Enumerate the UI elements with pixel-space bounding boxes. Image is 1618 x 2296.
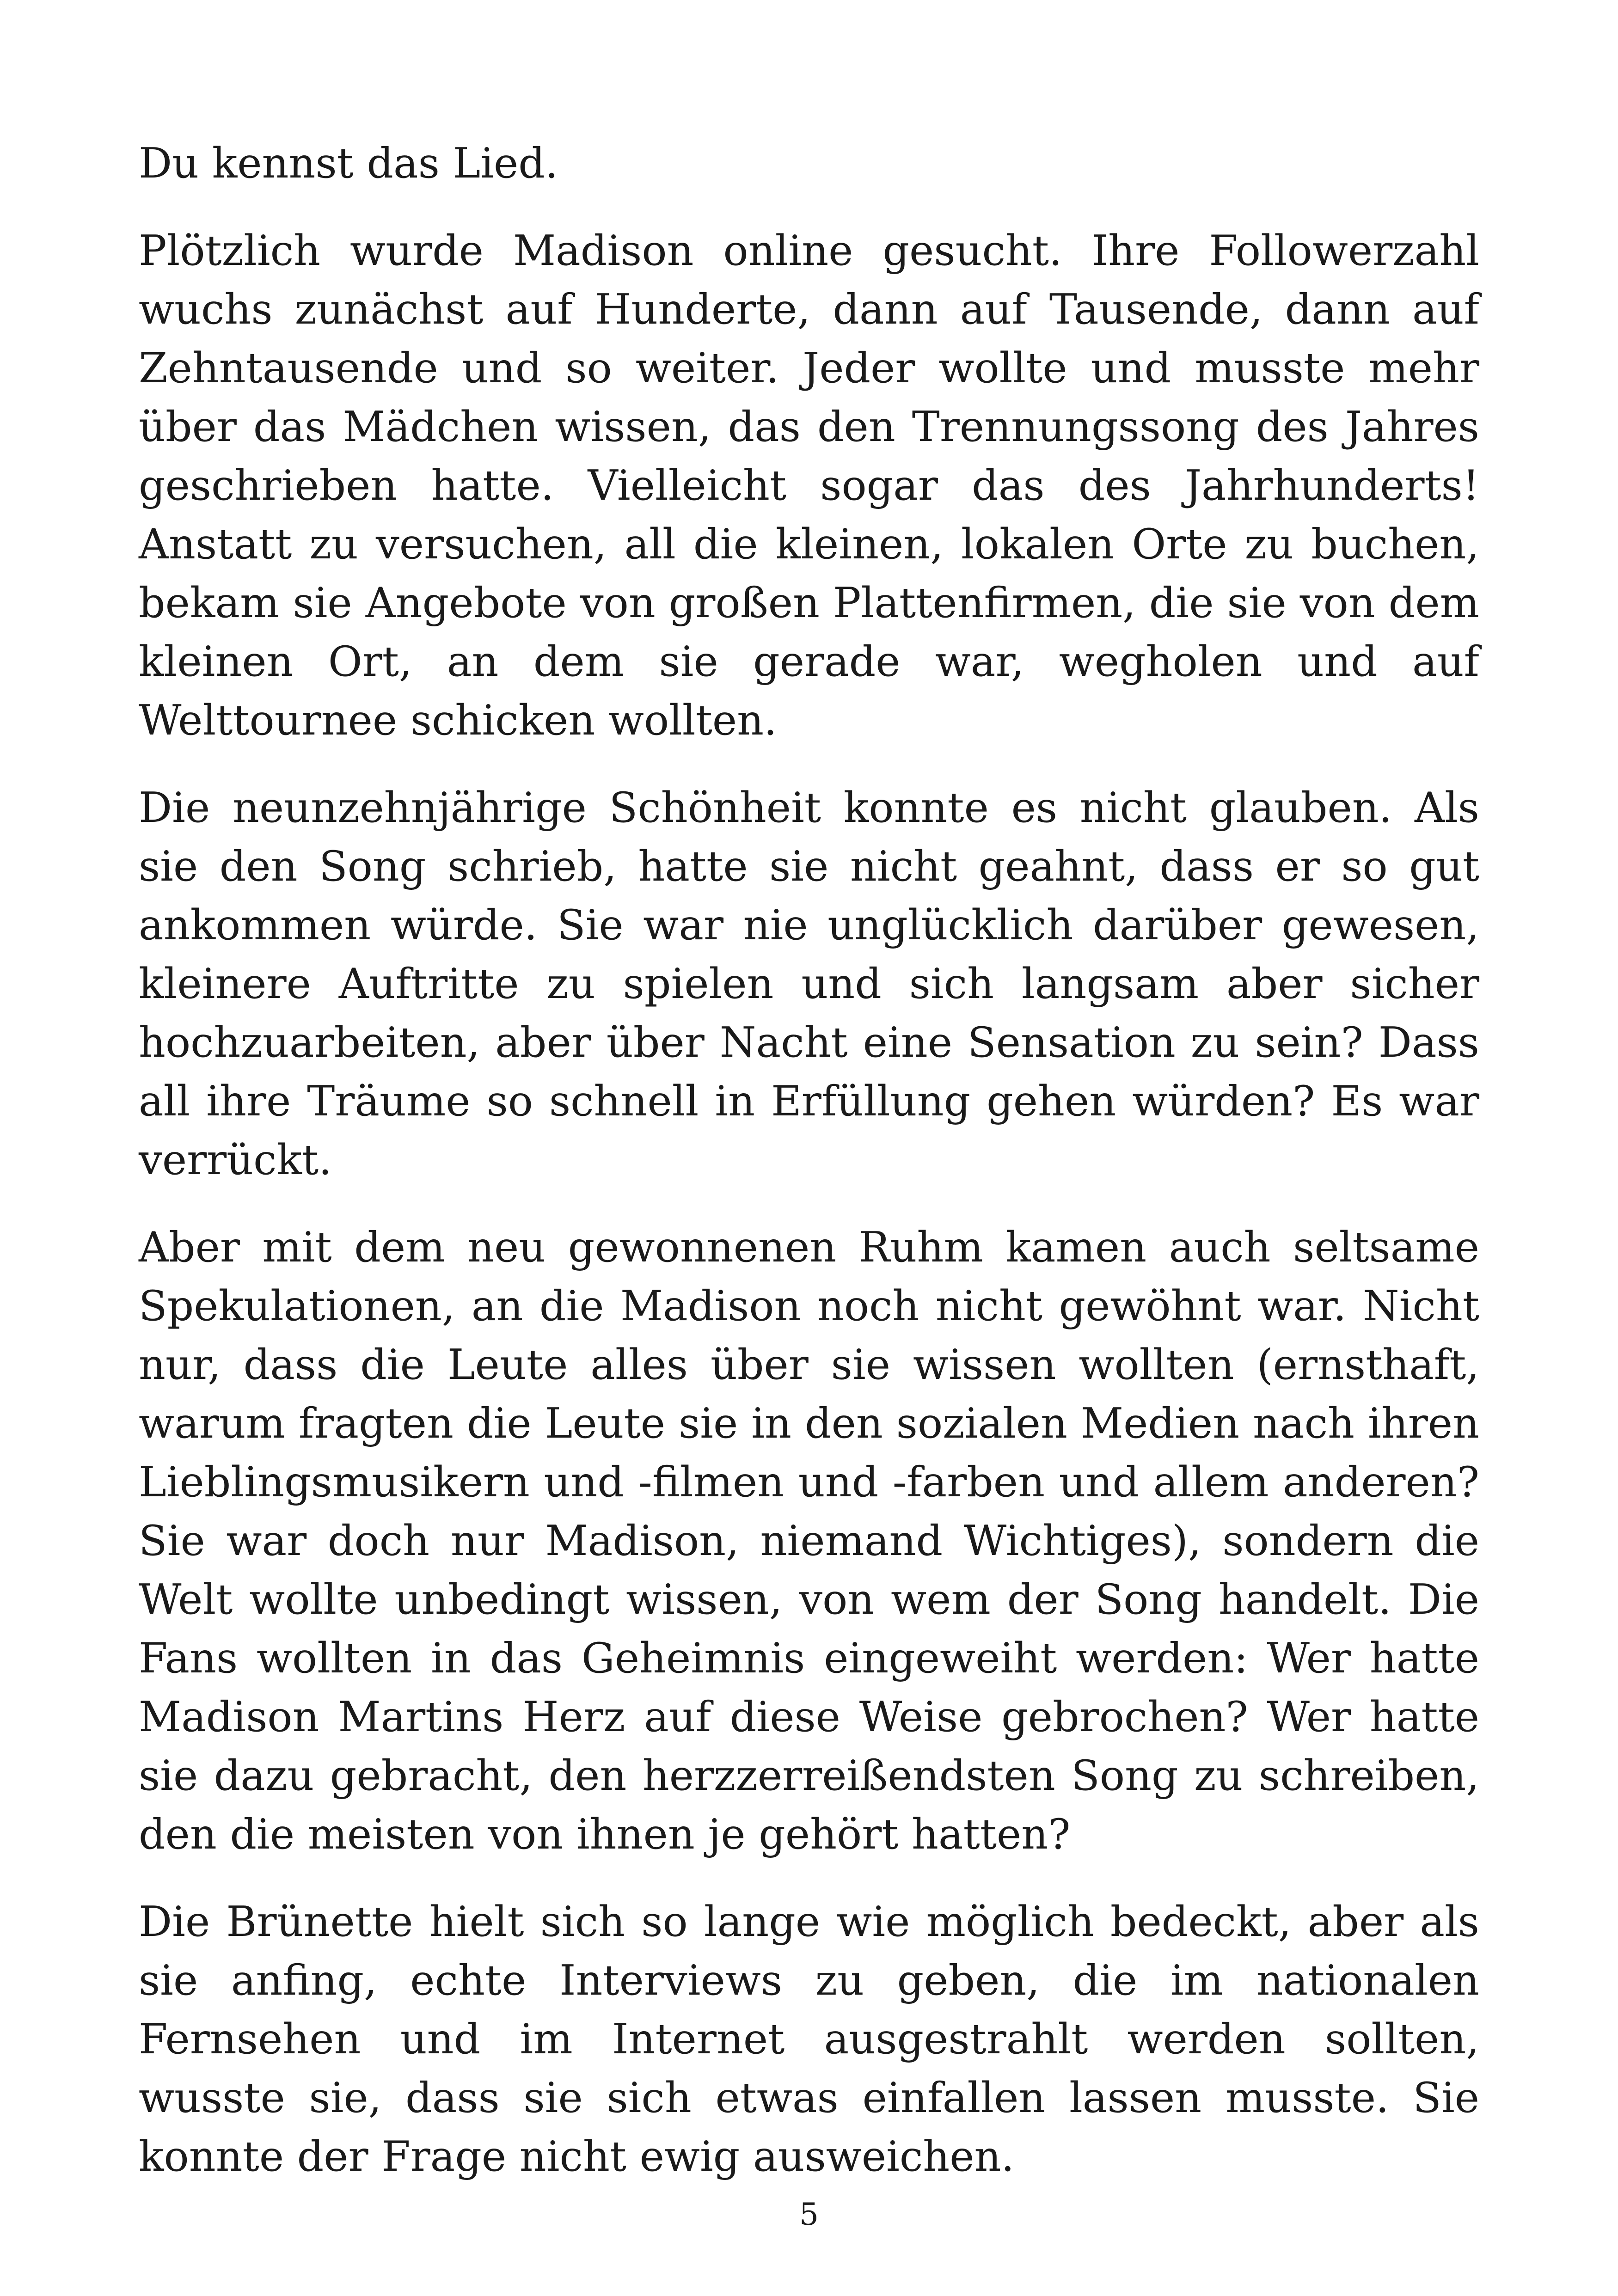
- paragraph: Du kennst das Lied.: [139, 139, 558, 188]
- paragraph: Die neunzehnjährige Schönheit konnte es nicht glauben. Als sie den Song schrieb, hatte sie nicht geahnt, dass er so gut ankommen würde. Sie war nie unglücklich darüber gewesen, kleinere Auftritte zu spielen und sich langsam aber sicher hochzuarbeiten, aber über Nacht eine Sensation zu sein? Dass all ihre Träume so schnell in Erfüllung gehen würden? Es war verrückt.: [139, 784, 1479, 1184]
- paragraph: Die Brünette hielt sich so lange wie möglich bedeckt, aber als sie anfing, echte Interviews zu geben, die im nationalen Fernsehen und im Internet ausgestrahlt werden sollten, wusste sie, dass sie sich etwas einfallen lassen musste. Sie konnte der Frage nicht ewig ausweichen.: [139, 1898, 1479, 2181]
- paragraph: Plötzlich wurde Madison online gesucht. Ihre Followerzahl wuchs zunächst auf Hunderte, dann auf Tausende, dann auf Zehntausende und so weiter. Jeder wollte und musste mehr über das Mädchen wissen, das den Trennungssong des Jahres geschrieben hatte. Vielleicht sogar das des Jahrhunderts! Anstatt zu versuchen, all die kleinen, lokalen Orte zu buchen, bekam sie Angebote von großen Plattenfirmen, die sie von dem kleinen Ort, an dem sie gerade war, wegholen und auf Welttournee schicken wollten.: [139, 227, 1479, 745]
- page-body: [139, 134, 1479, 2215]
- page-number: 5: [799, 2197, 819, 2232]
- paragraph: Aber mit dem neu gewonnenen Ruhm kamen auch seltsame Spekulationen, an die Madison noch nicht gewöhnt war. Nicht nur, dass die Leute alles über sie wissen wollten (ernsthaft, warum fragten die Leute sie in den sozialen Medien nach ihren Lieblingsmusikern und -filmen und -farben und allem anderen? Sie war doch nur Madison, niemand Wichtiges), sondern die Welt wollte unbedingt wissen, von wem der Song handelt. Die Fans wollten in das Geheimnis eingeweiht werden: Wer hatte Madison Martins Herz auf diese Weise gebrochen? Wer hatte sie dazu gebracht, den herzzerreißendsten Song zu schreiben, den die meisten von ihnen je gehört hatten?: [139, 1223, 1479, 1859]
